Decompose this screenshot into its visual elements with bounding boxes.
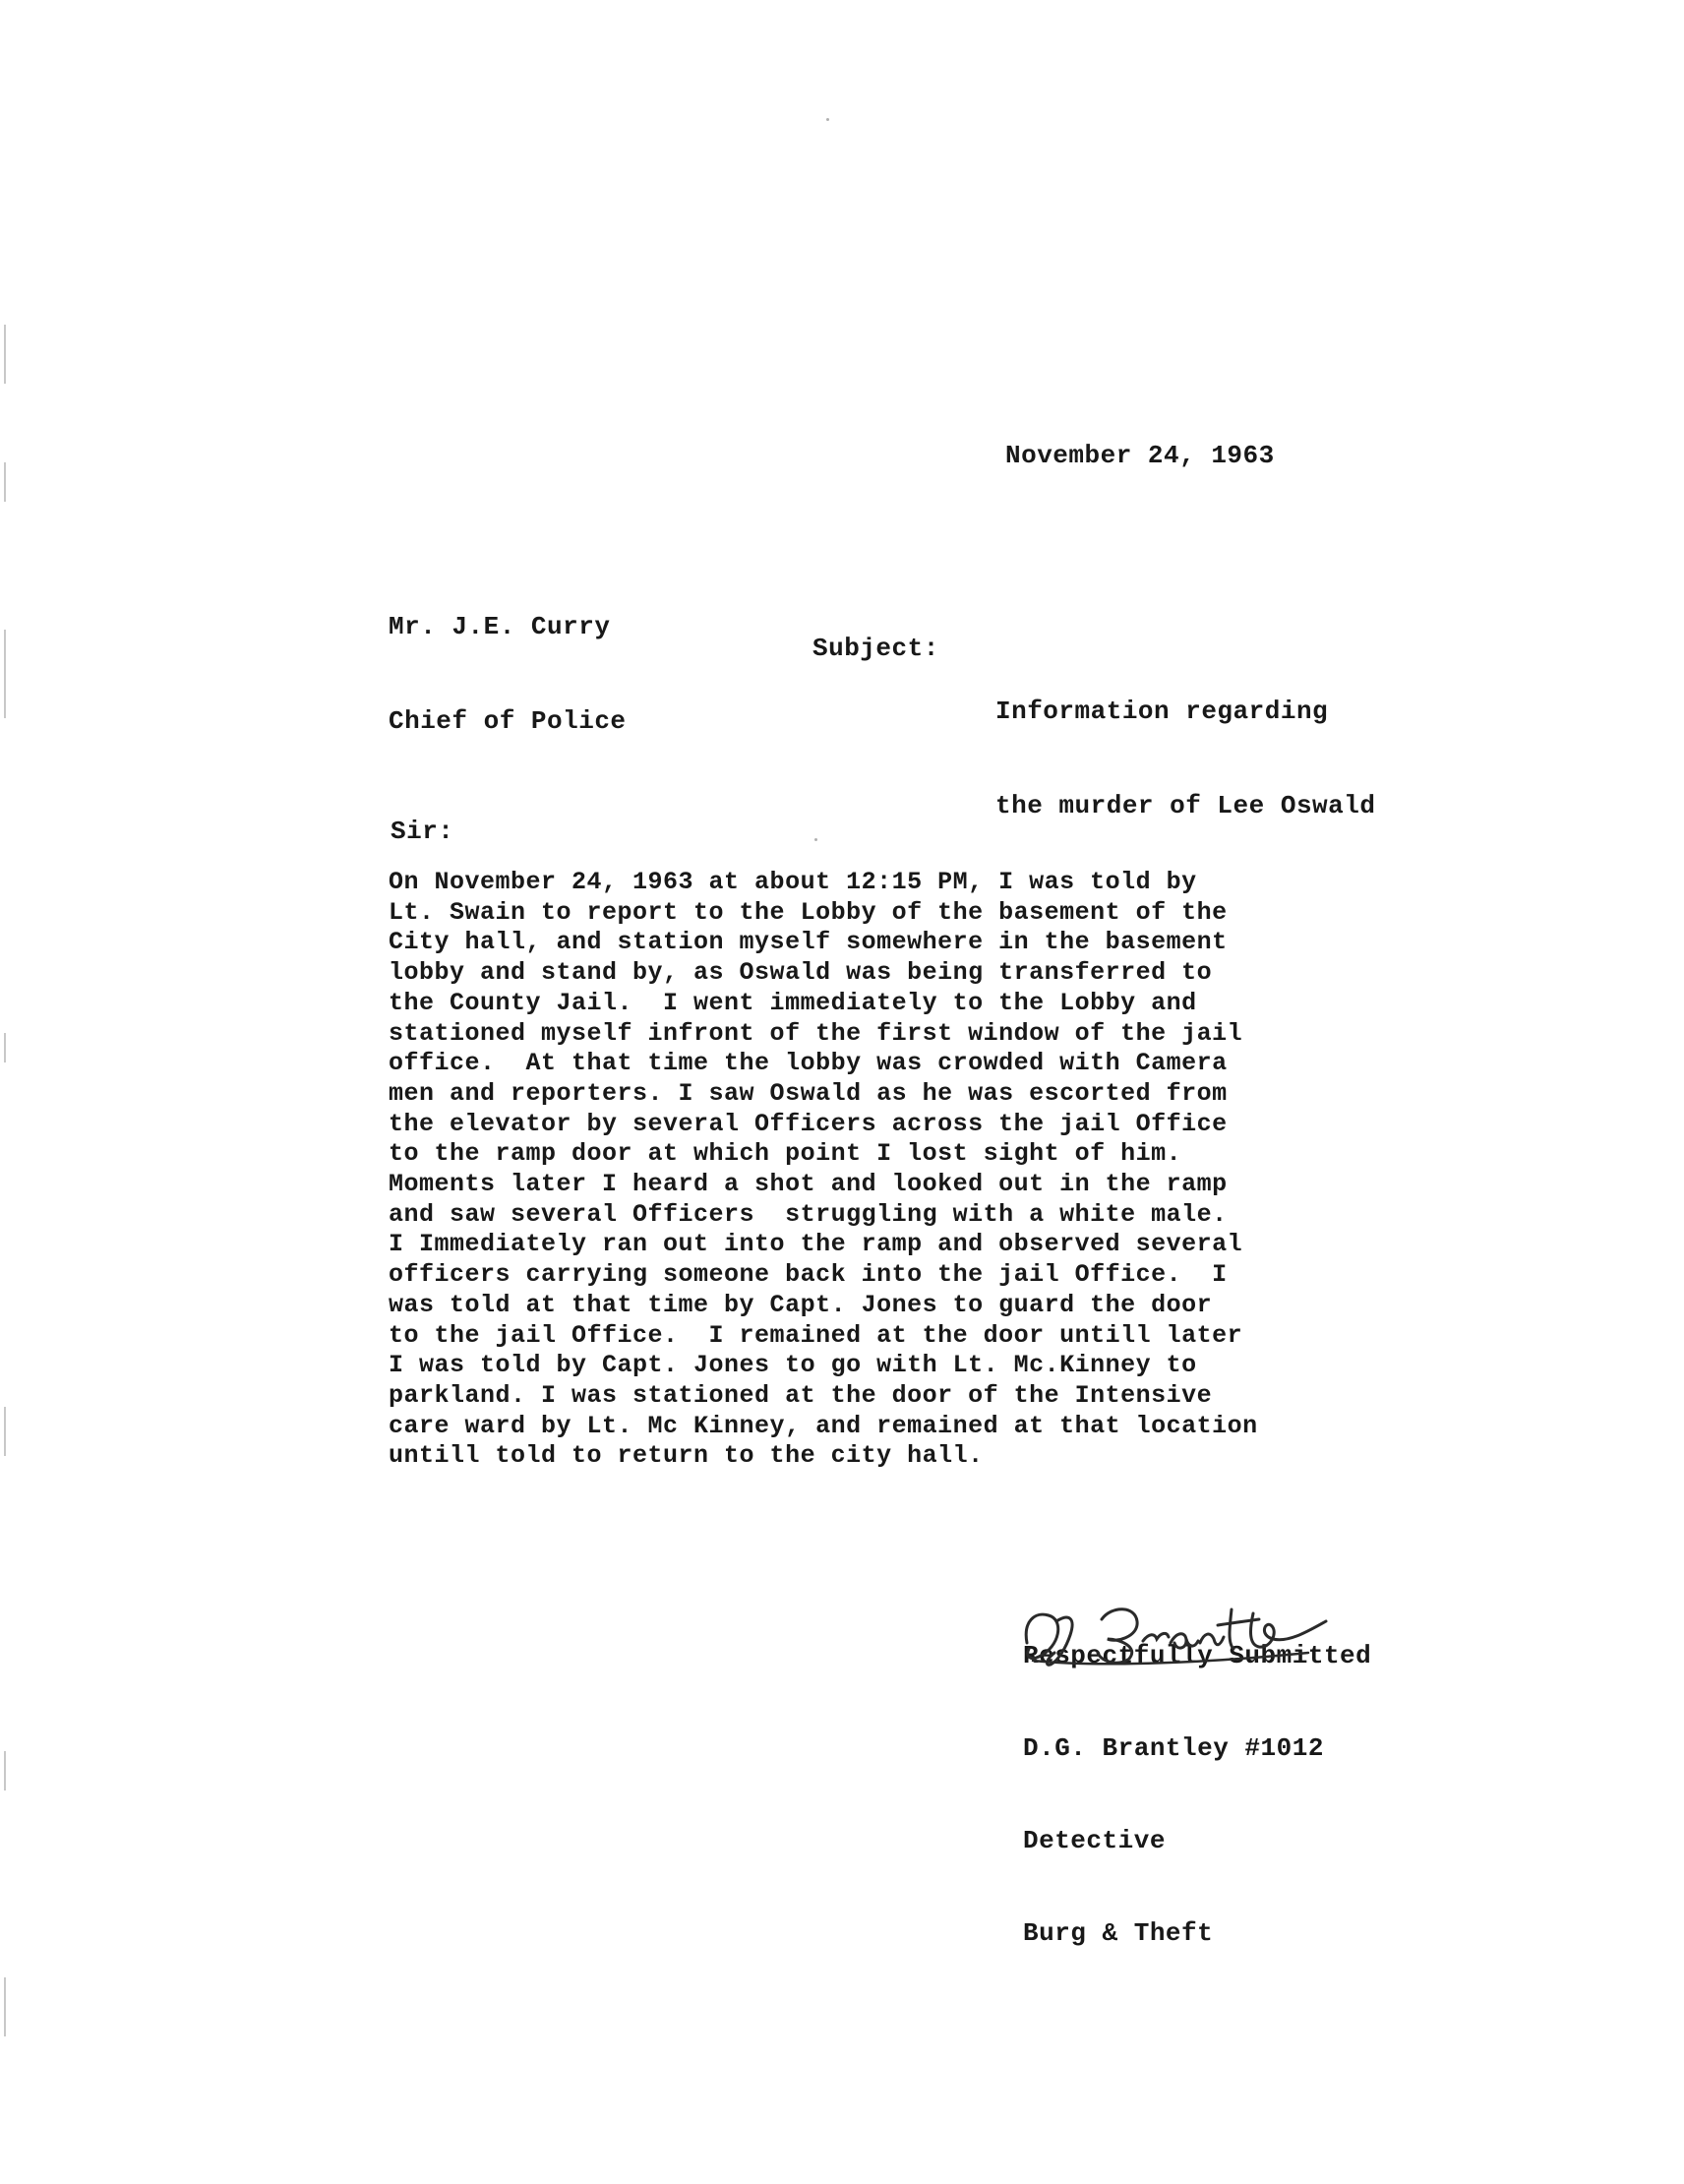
addressee-block — [389, 549, 627, 799]
letter-body — [389, 868, 1258, 1472]
body-line: care ward by Lt. Mc Kinney, and remained at that location — [389, 1411, 1258, 1440]
body-line: officers carrying someone back into the jail Office. I — [389, 1260, 1228, 1290]
scan-margin-mark — [4, 325, 6, 384]
body-line: lobby and stand by, as Oswald was being transferred to — [389, 958, 1213, 988]
body-line: to the ramp door at which point I lost sight of him. — [389, 1139, 1182, 1169]
body-line: was told at that time by Capt. Jones to guard the door — [389, 1290, 1213, 1319]
scan-margin-mark — [4, 1407, 6, 1456]
scan-speck — [814, 838, 817, 841]
scan-margin-mark — [4, 630, 6, 718]
closing-block — [1023, 1579, 1371, 2010]
scan-margin-mark — [4, 1977, 6, 2036]
signer-rank: Detective — [1023, 1826, 1166, 1855]
body-line: On November 24, 1963 at about 12:15 PM, I was told by — [389, 868, 1197, 896]
subject-text — [995, 634, 1375, 883]
body-line: City hall, and station myself somewhere in the basement — [389, 928, 1228, 957]
salutation: Sir: — [391, 817, 454, 846]
closing-phrase: Respectfully Submitted — [1023, 1641, 1372, 1670]
scan-margin-mark — [4, 1751, 6, 1790]
body-line: parkland. I was stationed at the door of the Intensive — [389, 1380, 1213, 1410]
body-line: and saw several Officers struggling with a white male. — [389, 1199, 1228, 1229]
body-line: the County Jail. I went immediately to the Lobby and — [389, 988, 1197, 1017]
signer-division: Burg & Theft — [1023, 1918, 1214, 1948]
body-line: office. At that time the lobby was crowded with Camera — [389, 1049, 1228, 1078]
addressee-name: Mr. J.E. Curry — [389, 612, 611, 641]
subject-line-1: Information regarding — [995, 697, 1329, 726]
body-line: I Immediately ran out into the ramp and observed several — [389, 1230, 1243, 1259]
subject-line-2: the murder of Lee Oswald — [995, 791, 1376, 820]
letter-date: November 24, 1963 — [1005, 441, 1275, 470]
subject-block — [812, 634, 1376, 820]
subject-label: Subject: — [812, 634, 939, 663]
scan-margin-mark — [4, 462, 6, 502]
body-line: to the jail Office. I remained at the door untill later — [389, 1320, 1243, 1350]
body-line: untill told to return to the city hall. — [389, 1441, 984, 1471]
body-line: the elevator by several Officers across the jail Office — [389, 1109, 1228, 1138]
body-line: stationed myself infront of the first window of the jail — [389, 1018, 1243, 1048]
body-line: men and reporters. I saw Oswald as he was escorted from — [389, 1078, 1228, 1108]
addressee-title: Chief of Police — [389, 706, 627, 736]
signer-name: D.G. Brantley #1012 — [1023, 1733, 1324, 1763]
body-line: Moments later I heard a shot and looked out in the ramp — [389, 1170, 1228, 1199]
body-line: I was told by Capt. Jones to go with Lt. Mc.Kinney to — [389, 1351, 1197, 1380]
body-line: Lt. Swain to report to the Lobby of the basement of the — [389, 897, 1228, 927]
scan-speck — [826, 118, 829, 121]
scan-margin-mark — [4, 1033, 6, 1062]
